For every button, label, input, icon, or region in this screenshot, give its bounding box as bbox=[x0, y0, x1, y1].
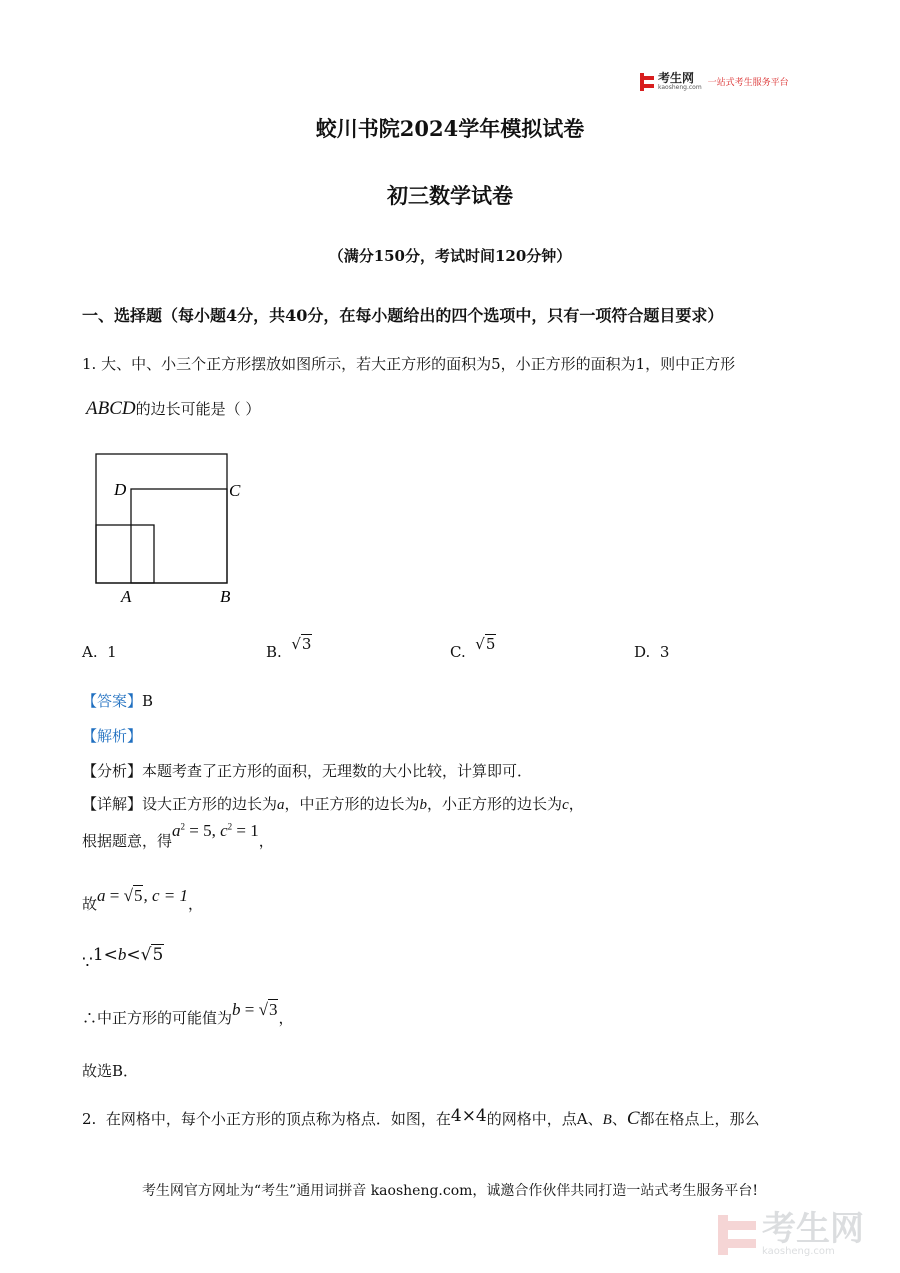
eq2-mid: = bbox=[105, 886, 124, 905]
because-line: ∵1<b<√5 bbox=[82, 945, 164, 973]
option-d-value: 3 bbox=[659, 643, 670, 661]
q2-text-c: 都在格点上，那么 bbox=[639, 1110, 760, 1128]
label-d: D bbox=[114, 480, 127, 499]
q2-text-a: 在网格中，每个小正方形的顶点称为格点．如图，在 bbox=[105, 1110, 451, 1128]
q1-text-line2 bbox=[86, 398, 260, 420]
final-answer: B bbox=[112, 1062, 124, 1080]
eq2-a: a bbox=[97, 886, 106, 905]
answer-line bbox=[82, 690, 153, 711]
ineq-lt: < bbox=[126, 945, 141, 965]
option-d-label: D. bbox=[634, 643, 651, 661]
eq2-c: , c = 1 bbox=[143, 886, 188, 905]
large-square bbox=[96, 454, 227, 583]
q1-text-line1: 1. 大、中、小三个正方形摆放如图所示，若大正方形的面积为5，小正方形的面积为1，则中正方形 bbox=[82, 355, 736, 373]
gu-text: 故 bbox=[82, 895, 98, 913]
header-logo bbox=[640, 72, 789, 91]
watermark-domain: kaosheng.com bbox=[762, 1246, 835, 1257]
eq3-b: b bbox=[232, 1000, 241, 1019]
answer-value: B bbox=[142, 692, 154, 710]
var-a: a bbox=[277, 797, 285, 813]
option-a[interactable] bbox=[82, 643, 117, 661]
eq1-c: c bbox=[220, 821, 228, 840]
xiangjie-text-a: 设大正方形的边长为 bbox=[142, 795, 278, 813]
q2-sep2: 、 bbox=[611, 1110, 627, 1128]
eq2-rad: 5 bbox=[133, 886, 143, 905]
option-b[interactable]: B. √3 bbox=[266, 635, 312, 661]
yiju-text: 根据题意，得 bbox=[82, 832, 173, 850]
option-d[interactable] bbox=[634, 643, 669, 661]
fenxi-tag: 【分析】 bbox=[82, 762, 143, 780]
eq1-mid: = 5, bbox=[185, 821, 221, 840]
q2-text bbox=[82, 1108, 760, 1130]
q2-sep1: 、 bbox=[587, 1110, 603, 1128]
q1-text-line2-rest: 的边长可能是（ ） bbox=[135, 400, 261, 418]
logo-slogan: 一站式考生服务平台 bbox=[707, 78, 789, 88]
section-heading: 一、选择题（每小题4分，共40分，在每小题给出的四个选项中，只有一项符合题目要求） bbox=[82, 306, 724, 325]
label-c: C bbox=[229, 481, 241, 500]
eq1-a: a bbox=[172, 821, 181, 840]
logo-icon bbox=[640, 73, 654, 91]
xiangjie-comma: ， bbox=[568, 795, 584, 813]
var-b: b bbox=[419, 797, 428, 813]
eq1-end: = 1 bbox=[232, 821, 259, 840]
analysis-tag: 【解析】 bbox=[82, 727, 143, 745]
equation-3: b = √3 bbox=[232, 1000, 278, 1019]
fenxi-line bbox=[82, 760, 532, 781]
footer-text: 考生网官方网址为“考生”通用词拼音 kaosheng.com，诚邀合作伙伴共同打造一站式考生服务平台! bbox=[141, 1183, 759, 1199]
fenxi-text: 本题考查了正方形的面积，无理数的大小比较，计算即可． bbox=[142, 762, 533, 780]
gu-comma: ， bbox=[187, 895, 203, 913]
xiangjie-text-b: ，中正方形的边长为 bbox=[284, 795, 420, 813]
option-b-value: 3 bbox=[301, 635, 312, 653]
therefore-symbol: ∴ bbox=[82, 1009, 98, 1027]
option-c-value: 5 bbox=[485, 635, 496, 653]
label-b: B bbox=[220, 587, 231, 606]
option-b-label: B. bbox=[266, 643, 282, 661]
option-c[interactable]: C. √5 bbox=[450, 635, 496, 661]
yiju-comma: ， bbox=[258, 832, 274, 850]
ineq-left: 1< bbox=[92, 945, 118, 965]
eq3-eq: = bbox=[240, 1000, 259, 1019]
option-a-value: 1 bbox=[107, 643, 117, 661]
q2-number: 2. bbox=[82, 1110, 97, 1128]
option-c-label: C. bbox=[450, 643, 466, 661]
xiangjie-tag: 【详解】 bbox=[82, 795, 143, 813]
small-square bbox=[96, 525, 154, 583]
q1-figure bbox=[95, 452, 255, 612]
equation-2: a = √5, c = 1 bbox=[97, 886, 188, 905]
eq1-sup-c: 2 bbox=[227, 821, 233, 832]
therefore-comma: ， bbox=[278, 1009, 294, 1027]
q2-point-a: A bbox=[576, 1110, 588, 1128]
answer-tag: 【答案】 bbox=[82, 692, 143, 710]
exam-info: （满分150分，考试时间120分钟） bbox=[328, 247, 572, 265]
var-c: c bbox=[562, 797, 569, 813]
label-a: A bbox=[121, 587, 132, 606]
yiju-line bbox=[82, 821, 274, 851]
xiangjie-line bbox=[82, 793, 584, 814]
guxuan-period: ． bbox=[123, 1062, 139, 1080]
equation-1 bbox=[172, 821, 259, 840]
therefore-text: 中正方形的可能值为 bbox=[97, 1009, 233, 1027]
watermark-icon bbox=[718, 1215, 756, 1255]
logo-name: 考生网 bbox=[658, 71, 695, 85]
medium-square bbox=[131, 489, 227, 583]
because-symbol: ∵ bbox=[82, 953, 93, 973]
eq1-sup-a: 2 bbox=[180, 821, 186, 832]
q2-text-b: 的网格中，点 bbox=[486, 1110, 577, 1128]
ineq-rad: 5 bbox=[152, 945, 164, 965]
watermark bbox=[718, 1209, 864, 1257]
logo-domain: kaosheng.com bbox=[658, 84, 702, 91]
option-a-label: A. bbox=[82, 643, 98, 661]
q2-point-b: B bbox=[602, 1112, 612, 1128]
gu-line bbox=[82, 886, 203, 914]
xiangjie-text-c: ，小正方形的边长为 bbox=[427, 795, 563, 813]
eq3-rad: 3 bbox=[268, 1000, 278, 1019]
guxuan-text: 故选 bbox=[82, 1062, 113, 1080]
guxuan-line bbox=[82, 1060, 138, 1081]
q2-point-c: C bbox=[626, 1108, 640, 1129]
q1-abcd: ABCD bbox=[86, 398, 136, 419]
q2-grid: 4×4 bbox=[450, 1106, 487, 1126]
exam-subtitle: 初三数学试卷 bbox=[387, 183, 513, 208]
ineq-b: b bbox=[117, 945, 127, 964]
therefore-line bbox=[82, 1000, 294, 1028]
exam-title: 蛟川书院2024学年模拟试卷 bbox=[315, 116, 585, 141]
watermark-name: 考生网 bbox=[762, 1209, 864, 1249]
